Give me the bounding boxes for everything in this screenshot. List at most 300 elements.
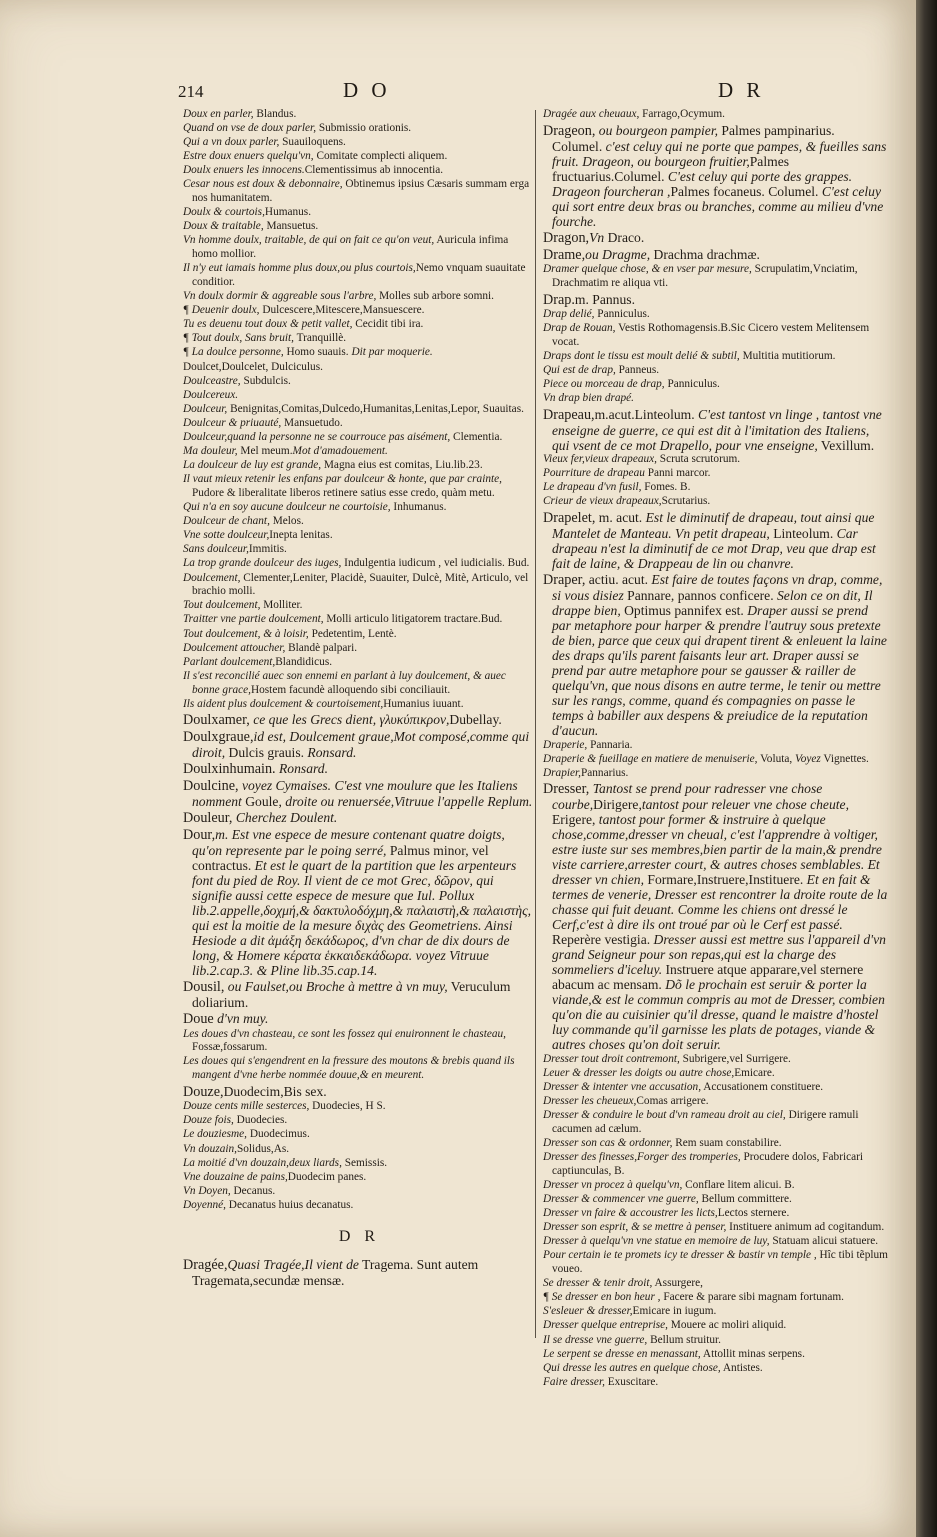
latin-text: Blandus.: [253, 108, 297, 120]
header-right-letters: D R: [718, 78, 765, 102]
french-text: Et est le quart de la partition que les arpenteurs font du pied de Roy. Il vient de ce mot Grec, δῶρον, qui signifie aussi cette espece de mesure que Iul. Pollux lib.2.appelle,δοχμή,& δακτυλοδόχμη,& παλαιστὴ,& παλαιστὴς, qui est la moitie de la mesure διχὰς des Geometriens. Ainsi Hesiode a dit ἀμάξη δεκάδωρος, d'vn char de dix dours de long, & Homere κέρατα ἑκκαιδεκάδωρα. voyez Vitruue lib.2.cap.3. & Pline lib.35.cap.14.: [192, 858, 532, 979]
french-text: Faire dresser,: [543, 1375, 605, 1388]
french-text: ¶ Se dresser en bon heur ,: [543, 1291, 661, 1304]
latin-text: Clementissimus ab innocentia.: [304, 164, 444, 177]
latin-text: Dulcis grauis.: [225, 745, 305, 761]
french-text: Dresser à quelqu'vn vne statue en memoire de luy,: [543, 1235, 770, 1248]
headword: Doue: [183, 1011, 214, 1028]
dictionary-entry: [183, 178, 536, 205]
dictionary-entry: [183, 361, 536, 375]
dictionary-entry: [183, 403, 536, 417]
french-text: C'est tantost vn linge , tantost vne enseigne de guerre, ce qui est dit à l'imitation des Italiens, qui vsent de ce mot Drapello, pour vne enseigne,: [552, 406, 882, 453]
latin-text: Duodecimus.: [247, 1128, 310, 1141]
latin-text: Hostem facundè alloquendo sibi conciliauit.: [250, 683, 451, 696]
latin-text: Attollit minas serpens.: [700, 1347, 805, 1360]
latin-text: Melos.: [269, 515, 304, 528]
french-text: ¶ Tout doulx, Sans bruit,: [183, 332, 294, 345]
latin-text: Auricula infima homo mollior.: [192, 234, 509, 261]
dictionary-entry: [543, 1193, 888, 1207]
french-text: Ma douleur,: [183, 445, 238, 458]
dictionary-entry: [543, 263, 888, 290]
headword: Draper,: [543, 572, 586, 589]
dictionary-entry: [183, 1128, 536, 1142]
latin-text: Mansuetudo.: [281, 416, 343, 429]
section-heading-dr: D R: [338, 1227, 381, 1245]
latin-text: Duodecim panes.: [287, 1170, 367, 1183]
page-edge-shadow: [916, 0, 937, 1537]
dictionary-entry: [183, 557, 536, 571]
latin-text: Panniculus.: [594, 307, 650, 320]
latin-text: Statuam alicui statuere.: [769, 1235, 879, 1248]
dictionary-entry: [183, 459, 536, 473]
dictionary-entry: [183, 1171, 536, 1185]
french-text: Doulx enuers les innocens.: [183, 164, 305, 177]
dictionary-entry: [183, 318, 536, 332]
french-text: Qui est de drap,: [543, 363, 616, 376]
latin-text: Palmus minor, vel contractus.: [192, 843, 489, 874]
latin-text: Panni marcor.: [644, 467, 711, 480]
french-text: Crieur de vieux drapeaux,: [543, 495, 662, 508]
french-text: Vn doulx dormir & aggreable sous l'arbre,: [183, 290, 377, 303]
french-text: ¶ Deuenir doulx,: [183, 304, 260, 317]
french-text: Se dresser & tenir droit,: [543, 1277, 653, 1290]
headword: Drapeau,: [543, 406, 595, 423]
headword: Dragеon,: [543, 122, 596, 139]
french-text: Car drapeau n'est la diminutif de ce mot Drap, veu que drap est fait de laine, & Drappeau de lin ou chanvre.: [552, 526, 876, 572]
dictionary-entry: [543, 1137, 888, 1151]
dictionary-entry: [183, 1055, 536, 1082]
dictionary-entry: [183, 150, 536, 164]
french-text: Doux en parler,: [183, 108, 254, 120]
french-text: Doulcement,: [183, 571, 241, 584]
latin-text: Multitia mutitiorum.: [739, 349, 836, 362]
dictionary-entry: [543, 1376, 888, 1390]
french-text: Douze cents mille sesterces,: [183, 1100, 310, 1113]
dictionary-entry: [183, 979, 536, 1010]
french-text: ce que les Grecs dient, γλυκύπικρον,: [249, 712, 450, 728]
french-text: La doulceur de luy est grande,: [183, 459, 322, 472]
latin-text: Mel meum.: [237, 445, 293, 458]
latin-text: Instruere atque apparare,vel sternere abacum ac mensam.: [552, 962, 864, 993]
latin-text: Pudore & liberalitate liberos retinere satius esse credo, quàm metu.: [192, 486, 495, 499]
running-header: [178, 76, 884, 106]
french-text: Dresser vn faire & accoustrer les licts,: [543, 1207, 718, 1220]
dictionary-entry: [543, 392, 888, 406]
latin-text: Palmes fructuarius.Columel.: [552, 153, 790, 184]
dictionary-entry: [183, 389, 536, 403]
dictionary-entry: [183, 234, 536, 261]
latin-text: Mansuetus.: [263, 220, 319, 233]
right-entry-list: [543, 108, 888, 1390]
dictionary-entry: [543, 247, 888, 263]
french-text: Il n'y eut iamais homme plus doux,ou plus courtois,: [183, 262, 416, 275]
latin-text: Palmes pampinarius. Columel.: [552, 122, 835, 154]
latin-text: Veruculum doliarium.: [192, 979, 511, 1011]
headword: Doulxinhumain.: [183, 761, 276, 778]
french-text: Doulceastre,: [183, 374, 241, 387]
dictionary-entry: [183, 572, 536, 599]
latin-text: Solidus,As.: [236, 1142, 290, 1155]
dictionary-entry: [183, 1157, 536, 1171]
french-text: Cherchez Doulent.: [232, 810, 338, 826]
latin-text: Decanus.: [230, 1184, 276, 1197]
french-text: Drapier,: [543, 766, 581, 779]
latin-text: Farrago,Ocymum.: [639, 108, 725, 120]
latin-text: Dirigere,: [593, 797, 642, 813]
latin-text: Conflare litem alicui. B.: [682, 1178, 795, 1191]
french-text: Voyez: [792, 752, 821, 765]
latin-text: Hîc tibi tẽplum voueo.: [552, 1249, 888, 1276]
french-text: Dresser tout droit contremont,: [543, 1052, 680, 1065]
french-text: Drap delié,: [543, 307, 595, 320]
page-number: 214: [178, 82, 204, 101]
latin-text: m. acut.: [595, 510, 643, 526]
dictionary-entry: [183, 642, 536, 656]
headword: Doulxamer,: [183, 712, 250, 729]
dictionary-entry: [183, 1199, 536, 1213]
latin-text: Rem suam constabilire.: [672, 1136, 782, 1149]
french-text: La moitié d'vn douzain,deux liards,: [183, 1156, 342, 1169]
dictionary-entry: [183, 1257, 536, 1288]
dictionary-entry: [183, 136, 536, 150]
french-text: Dõ le prochain est seruir & porter la viande,& est le commun compris au mot de Dresser, combien qu'on die au cuisinier qu'il dresse, quand le maistre d'hostel luy commande qu'il garnisse les plats de potages, viande & autres choses qu'on doit seruir.: [552, 977, 885, 1053]
dictionary-entry: [183, 827, 536, 978]
dictionary-entry: [543, 1109, 888, 1136]
french-text: Dresser quelque entreprise,: [543, 1319, 668, 1332]
headword: Drapelet,: [543, 510, 596, 527]
latin-text: Inepta lenitas.: [269, 529, 333, 542]
french-text: Le serpent se dresse en menassant,: [543, 1347, 701, 1360]
latin-text: Lectos sternere.: [717, 1207, 790, 1220]
dictionary-entry: [183, 613, 536, 627]
dictionary-entry: [183, 1084, 536, 1100]
french-text: ou bourgeon pampier,: [595, 122, 718, 138]
dictionary-entry: [183, 206, 536, 220]
latin-text: Vestis Rothomagensis.B.Sic Cicero vestem Melitensem vocat.: [552, 321, 870, 348]
french-text: Dresser & conduire le bout d'vn rameau droit au ciel,: [543, 1109, 786, 1122]
dictionary-entry: [183, 473, 536, 500]
french-text: Doulceur,quand la personne ne se courrouce pas aisément,: [183, 430, 451, 443]
french-text: Dresser aussi est mettre sus l'appareil d'vn grand Seigneur pour son repas,qui est la charge des sommeliers d'iceluy.: [552, 932, 886, 978]
dictionary-entry: [543, 1151, 888, 1178]
latin-text: Mouere ac moliri aliquid.: [667, 1319, 787, 1332]
latin-text: Reperère vestigia.: [552, 932, 651, 948]
french-text: Pourriture de drapeau: [543, 467, 645, 480]
french-text: Le drapeau d'vn fusil,: [543, 481, 642, 494]
french-text: Doux & traitable,: [183, 220, 264, 233]
latin-text: Molliter.: [260, 599, 303, 612]
french-text: Tu es deuenu tout doux & petit vallet,: [183, 318, 353, 331]
french-text: Les doues d'vn chasteau, ce sont les fossez qui enuironnent le chasteau,: [183, 1027, 506, 1040]
latin-text: Tranquillè.: [293, 332, 347, 345]
french-text: Leuer & dresser les doigts ou autre chose,: [543, 1066, 735, 1079]
french-text: Draps dont le tissu est moult delié & subtil,: [543, 349, 740, 362]
headword: Douze,: [183, 1083, 224, 1100]
latin-text: Blandè palpari.: [285, 641, 358, 654]
french-text: Dragée aux cheuaux,: [543, 108, 640, 120]
french-text: voyez Cymaises. C'est vne moulure que les Italiens nomment: [192, 778, 518, 810]
french-text: Dresser & commencer vne guerre,: [543, 1192, 699, 1205]
dictionary-entry: [543, 322, 888, 349]
dictionary-entry: [543, 1348, 888, 1362]
latin-text: Pannaria.: [587, 738, 633, 751]
latin-text: Goule,: [241, 794, 282, 810]
dictionary-entry: [183, 515, 536, 529]
french-text: tantost pour releuer vne chose cheute,: [641, 797, 849, 813]
latin-text: Bellum committere.: [698, 1192, 792, 1205]
dictionary-entry: [183, 304, 536, 318]
dictionary-entry: [183, 220, 536, 234]
dictionary-entry: [183, 122, 536, 136]
french-text: Vn Doyen,: [183, 1184, 231, 1197]
french-text: id est, Doulcement graue,Mot composé,comme qui diroit,: [192, 729, 530, 761]
latin-text: actiu. acut.: [585, 572, 649, 588]
dictionary-entry: [543, 1081, 888, 1095]
dictionary-entry: [543, 292, 888, 308]
headword: Doulcine,: [183, 778, 239, 795]
dictionary-entry: [183, 810, 536, 826]
french-text: Pour certain ie te promets icy te dresser & bastir vn temple ,: [543, 1249, 817, 1262]
dictionary-entry: [543, 350, 888, 364]
dictionary-entry: [183, 599, 536, 613]
french-text: Il se dresse vne guerre,: [543, 1333, 648, 1346]
french-text: Doulcement attoucher,: [183, 641, 286, 654]
dictionary-entry: [543, 308, 888, 322]
headword: Dragon,: [543, 229, 590, 246]
french-text: Vieux fer,vieux drapeaux,: [543, 453, 657, 466]
dictionary-entry: [183, 1114, 536, 1128]
latin-text: Erigere,: [552, 812, 596, 828]
dictionary-entry: [543, 510, 888, 571]
dictionary-entry: [183, 729, 536, 760]
french-text: Dresser des finesses,Forger des tromperies,: [543, 1151, 741, 1164]
latin-text: Vignettes.: [820, 752, 869, 765]
latin-text: Dulcescere,Mitescere,Mansuescere.: [259, 304, 425, 317]
latin-text: Emicare.: [734, 1066, 775, 1079]
dictionary-entry: [183, 529, 536, 543]
latin-text: Tragema. Sunt autem Tragemata,secundæ mensæ.: [192, 1257, 479, 1289]
french-text: Vn drap bien drapé.: [543, 392, 634, 405]
latin-text: Linteolum.: [769, 526, 834, 542]
dictionary-entry: [543, 572, 888, 738]
dictionary-entry: [543, 1277, 888, 1291]
dictionary-entry: [543, 781, 888, 1052]
dictionary-entry: [183, 656, 536, 670]
latin-text: Panniculus.: [664, 377, 720, 390]
french-text: Dresser son cas & ordonner,: [543, 1136, 673, 1149]
latin-text: Clementia.: [450, 430, 503, 443]
latin-text: Benignitas,Comitas,Dulcedo,Humanitas,Lenitas,Lepor, Suauitas.: [227, 402, 524, 415]
latin-text: Panneus.: [615, 363, 660, 376]
french-text: Dresser vn procez à quelqu'vn,: [543, 1178, 683, 1191]
dictionary-entry: [183, 332, 536, 346]
french-text: Doyenné,: [183, 1198, 226, 1211]
latin-text: Pannarius.: [580, 766, 629, 779]
right-column: [543, 108, 888, 1390]
dictionary-entry: [183, 712, 536, 728]
french-text: Draperie,: [543, 738, 588, 751]
dictionary-entry: [543, 1095, 888, 1109]
dictionary-entry: [183, 290, 536, 304]
french-text: Dresser les cheueux,: [543, 1095, 637, 1108]
latin-text: Fossæ,fossarum.: [192, 1041, 268, 1054]
french-text: Doulceur de chant,: [183, 515, 270, 528]
french-text: C'est celuy qui sort entre deux bras ou branches, comme au milieu d'vne fourche.: [552, 183, 884, 229]
latin-text: Cecidit tibi ira.: [352, 318, 424, 331]
french-text: Le douziesme,: [183, 1128, 248, 1141]
dictionary-entry: [543, 467, 888, 481]
french-text: Ils aident plus doulcement & courtoisement,: [183, 697, 384, 710]
latin-text: m. Pannus.: [574, 291, 635, 307]
latin-text: Pannare, pannos conficere.: [623, 588, 774, 604]
dictionary-entry: [183, 778, 536, 809]
french-text: ou Dragme,: [585, 246, 651, 262]
dictionary-entry: [183, 698, 536, 712]
french-text: S'esleuer & dresser,: [543, 1305, 633, 1318]
dictionary-entry: [543, 1235, 888, 1249]
french-text: d'vn muy.: [213, 1011, 269, 1027]
french-text: Estre doux enuers quelqu'vn,: [183, 150, 314, 163]
dictionary-entry: [543, 407, 888, 453]
latin-text: Vexillum.: [817, 437, 875, 453]
latin-text: Pedetentim, Lentè.: [308, 627, 397, 640]
french-text: Quand on vse de doux parler,: [183, 122, 317, 135]
latin-text: Scrutarius.: [661, 495, 711, 508]
dictionary-entry: [543, 108, 888, 122]
latin-text: Exuscitare.: [604, 1375, 659, 1388]
french-text: Ronsard.: [275, 761, 328, 777]
latin-text: Instituere animum ad cogitandum.: [726, 1221, 885, 1234]
french-text: Dresser & intenter vne accusation,: [543, 1081, 702, 1093]
french-text: Parlant doulcement,: [183, 655, 276, 668]
dictionary-entry: [183, 1100, 536, 1114]
french-text: Est le diminutif de drapeau, tout ainsi que Mantelet de Manteau. Vn petit drapeau,: [552, 510, 875, 542]
latin-text: Humanius iuuant.: [383, 697, 464, 710]
latin-text: Inhumanus.: [390, 501, 447, 514]
dictionary-entry: [183, 164, 536, 178]
french-text: Draper aussi se prend par metaphore pour harper & prendre l'autruy sous pretexte de bien, parce que ceux qui drapent tirent & enleuent la laine des draps qu'ils parent faisants leur art. Draper aussi se prend par autre metaphore pour se gausser & railler de quelqu'vn, que nous disons en autre terme, le tenir ou mettre sur les rangs, comme, quand és compagnies on passe le temps à babiller aux despens & preiudice de la reputation d'aucun.: [552, 603, 887, 739]
latin-text: Optimus pannifex est.: [620, 603, 744, 619]
dictionary-entry: [543, 1334, 888, 1348]
latin-text: Bellum struitur.: [647, 1333, 722, 1346]
french-text: Doulcereux.: [183, 388, 239, 401]
latin-text: Molles sub arbore somni.: [376, 290, 494, 303]
french-text: Mot d'amadouement.: [292, 445, 388, 458]
latin-text: Emicare in iugum.: [632, 1305, 717, 1318]
headword: Dresser,: [543, 781, 590, 798]
left-entry-list: [183, 108, 536, 1213]
french-text: Selon ce on dit, Il drappe bien,: [552, 588, 873, 619]
dictionary-entry: [183, 431, 536, 445]
dictionary-entry: [183, 761, 536, 777]
french-text: Doulx & courtois,: [183, 206, 265, 219]
latin-text: Dirigere ramuli cacumen ad cælum.: [552, 1109, 859, 1135]
dictionary-entry: [543, 1067, 888, 1081]
latin-text: Magna eius est comitas, Liu.lib.23.: [321, 459, 483, 472]
dictionary-entry: [543, 1207, 888, 1221]
dictionary-entry: [543, 123, 888, 229]
dictionary-entry: [183, 628, 536, 642]
latin-text: Molli articulo litigatorem tractare.Bud.: [323, 613, 503, 626]
latin-text: Humanus.: [264, 206, 312, 219]
dictionary-entry: [543, 767, 888, 781]
french-text: Vne douzaine de pains,: [183, 1170, 288, 1183]
dictionary-entry: [183, 262, 536, 289]
dictionary-entry: [543, 495, 888, 509]
french-text: Les doues qui s'engendrent en la fressure des moutons & brebis quand ils mangent d'vne herbe nommée douue,& en meurent.: [183, 1055, 515, 1082]
headword: Dragée,: [183, 1257, 228, 1274]
french-text: Doulceur & priuauté,: [183, 416, 282, 429]
latin-text: Clementer,Leniter, Placidè, Suauiter, Dulcè, Mitè, Articulo, vel brachio molli.: [192, 571, 529, 598]
french-text: Sans doulceur,: [183, 543, 249, 556]
latin-text: Facere & parare sibi magnam fortunam.: [660, 1291, 845, 1304]
latin-text: Nemo vnquam suauitate conditior.: [192, 262, 526, 288]
latin-text: Duodecies, H S.: [309, 1100, 386, 1113]
french-text: Drap de Rouan,: [543, 321, 616, 334]
dictionary-entry: [543, 1221, 888, 1235]
french-text: ¶ La doulce personne,: [183, 346, 284, 359]
latin-text: Formare,Instruere,Instituere.: [643, 872, 804, 888]
dictionary-entry: [183, 543, 536, 557]
french-text: Draperie & fueillage en matiere de menuiserie,: [543, 752, 758, 765]
latin-text: Comitate complecti aliquem.: [313, 150, 448, 163]
latin-text: Scrupulatim,Vnciatim, Drachmatim re aliqua vti.: [552, 263, 858, 289]
french-text: Piece ou morceau de drap,: [543, 377, 665, 390]
dictionary-entry: [543, 364, 888, 378]
latin-text: Voluta,: [757, 752, 793, 765]
latin-text: Subrigere,vel Surrigere.: [679, 1052, 791, 1065]
dictionary-entry: [543, 1249, 888, 1276]
latin-text: Scruta scrutorum.: [656, 453, 741, 466]
dictionary-entry: [543, 1319, 888, 1333]
french-text: m. Est vne espece de mesure contenant quatre doigts, qu'on represente par le poing serré,: [192, 827, 505, 859]
french-text: Douze fois,: [183, 1114, 234, 1127]
headword: Dousil,: [183, 979, 225, 996]
headword: Dour,: [183, 827, 216, 844]
french-text: Qui n'a en soy aucune doulceur ne courtoisie,: [183, 501, 391, 514]
dictionary-entry: [183, 445, 536, 459]
french-text: Ronsard.: [304, 745, 357, 761]
dictionary-entry: [183, 1185, 536, 1199]
french-text: Doulceur,: [183, 402, 228, 415]
header-left-letters: D O: [343, 78, 391, 102]
dictionary-entry: [183, 501, 536, 515]
latin-text: Duodecim,Bis sex.: [223, 1083, 327, 1099]
french-text: La trop grande doulceur des iuges,: [183, 557, 342, 570]
french-text: Dit par moquerie.: [348, 346, 433, 359]
french-text: Tout doulcement, & à loisir,: [183, 627, 309, 640]
french-text: Qui dresse les autres en quelque chose,: [543, 1361, 721, 1374]
french-text: Traitter vne partie doulcement,: [183, 613, 324, 626]
latin-text: Assurgere,: [652, 1277, 703, 1290]
dictionary-entry: [543, 1053, 888, 1067]
latin-text: Drachma drachmæ.: [650, 246, 760, 262]
dictionary-entry: [543, 453, 888, 467]
dictionary-entry: [183, 346, 536, 360]
french-text: ou Faulset,ou Broche à mettre à vn muy,: [224, 979, 448, 995]
latin-text: Draco.: [607, 229, 645, 245]
french-text: Il s'est reconcilié auec son ennemi en parlant à luy doulcement, & auec bonne grace,: [183, 669, 506, 696]
latin-text: Indulgentia iudicum , vel iudicialis. Bud.: [341, 557, 530, 570]
french-text: Tantost se prend pour radresser vne chose courbe,: [552, 781, 823, 813]
french-text: Tout doulcement,: [183, 599, 261, 612]
dictionary-entry: [183, 417, 536, 431]
dictionary-entry: [183, 108, 536, 122]
dictionary-entry: [183, 375, 536, 389]
latin-text: m.acut.Linteolum.: [594, 406, 695, 422]
dictionary-entry: [543, 1291, 888, 1305]
french-text: tantost pour former & instruire à quelque chose,comme,dresser vn cheual, c'est l'apprendre à voltiger, estre iuste sur ses membres,bien partir de la main,& prendre viste carriere,arrester court, & autres choses semblables. Et dresser vn chien,: [552, 812, 882, 888]
